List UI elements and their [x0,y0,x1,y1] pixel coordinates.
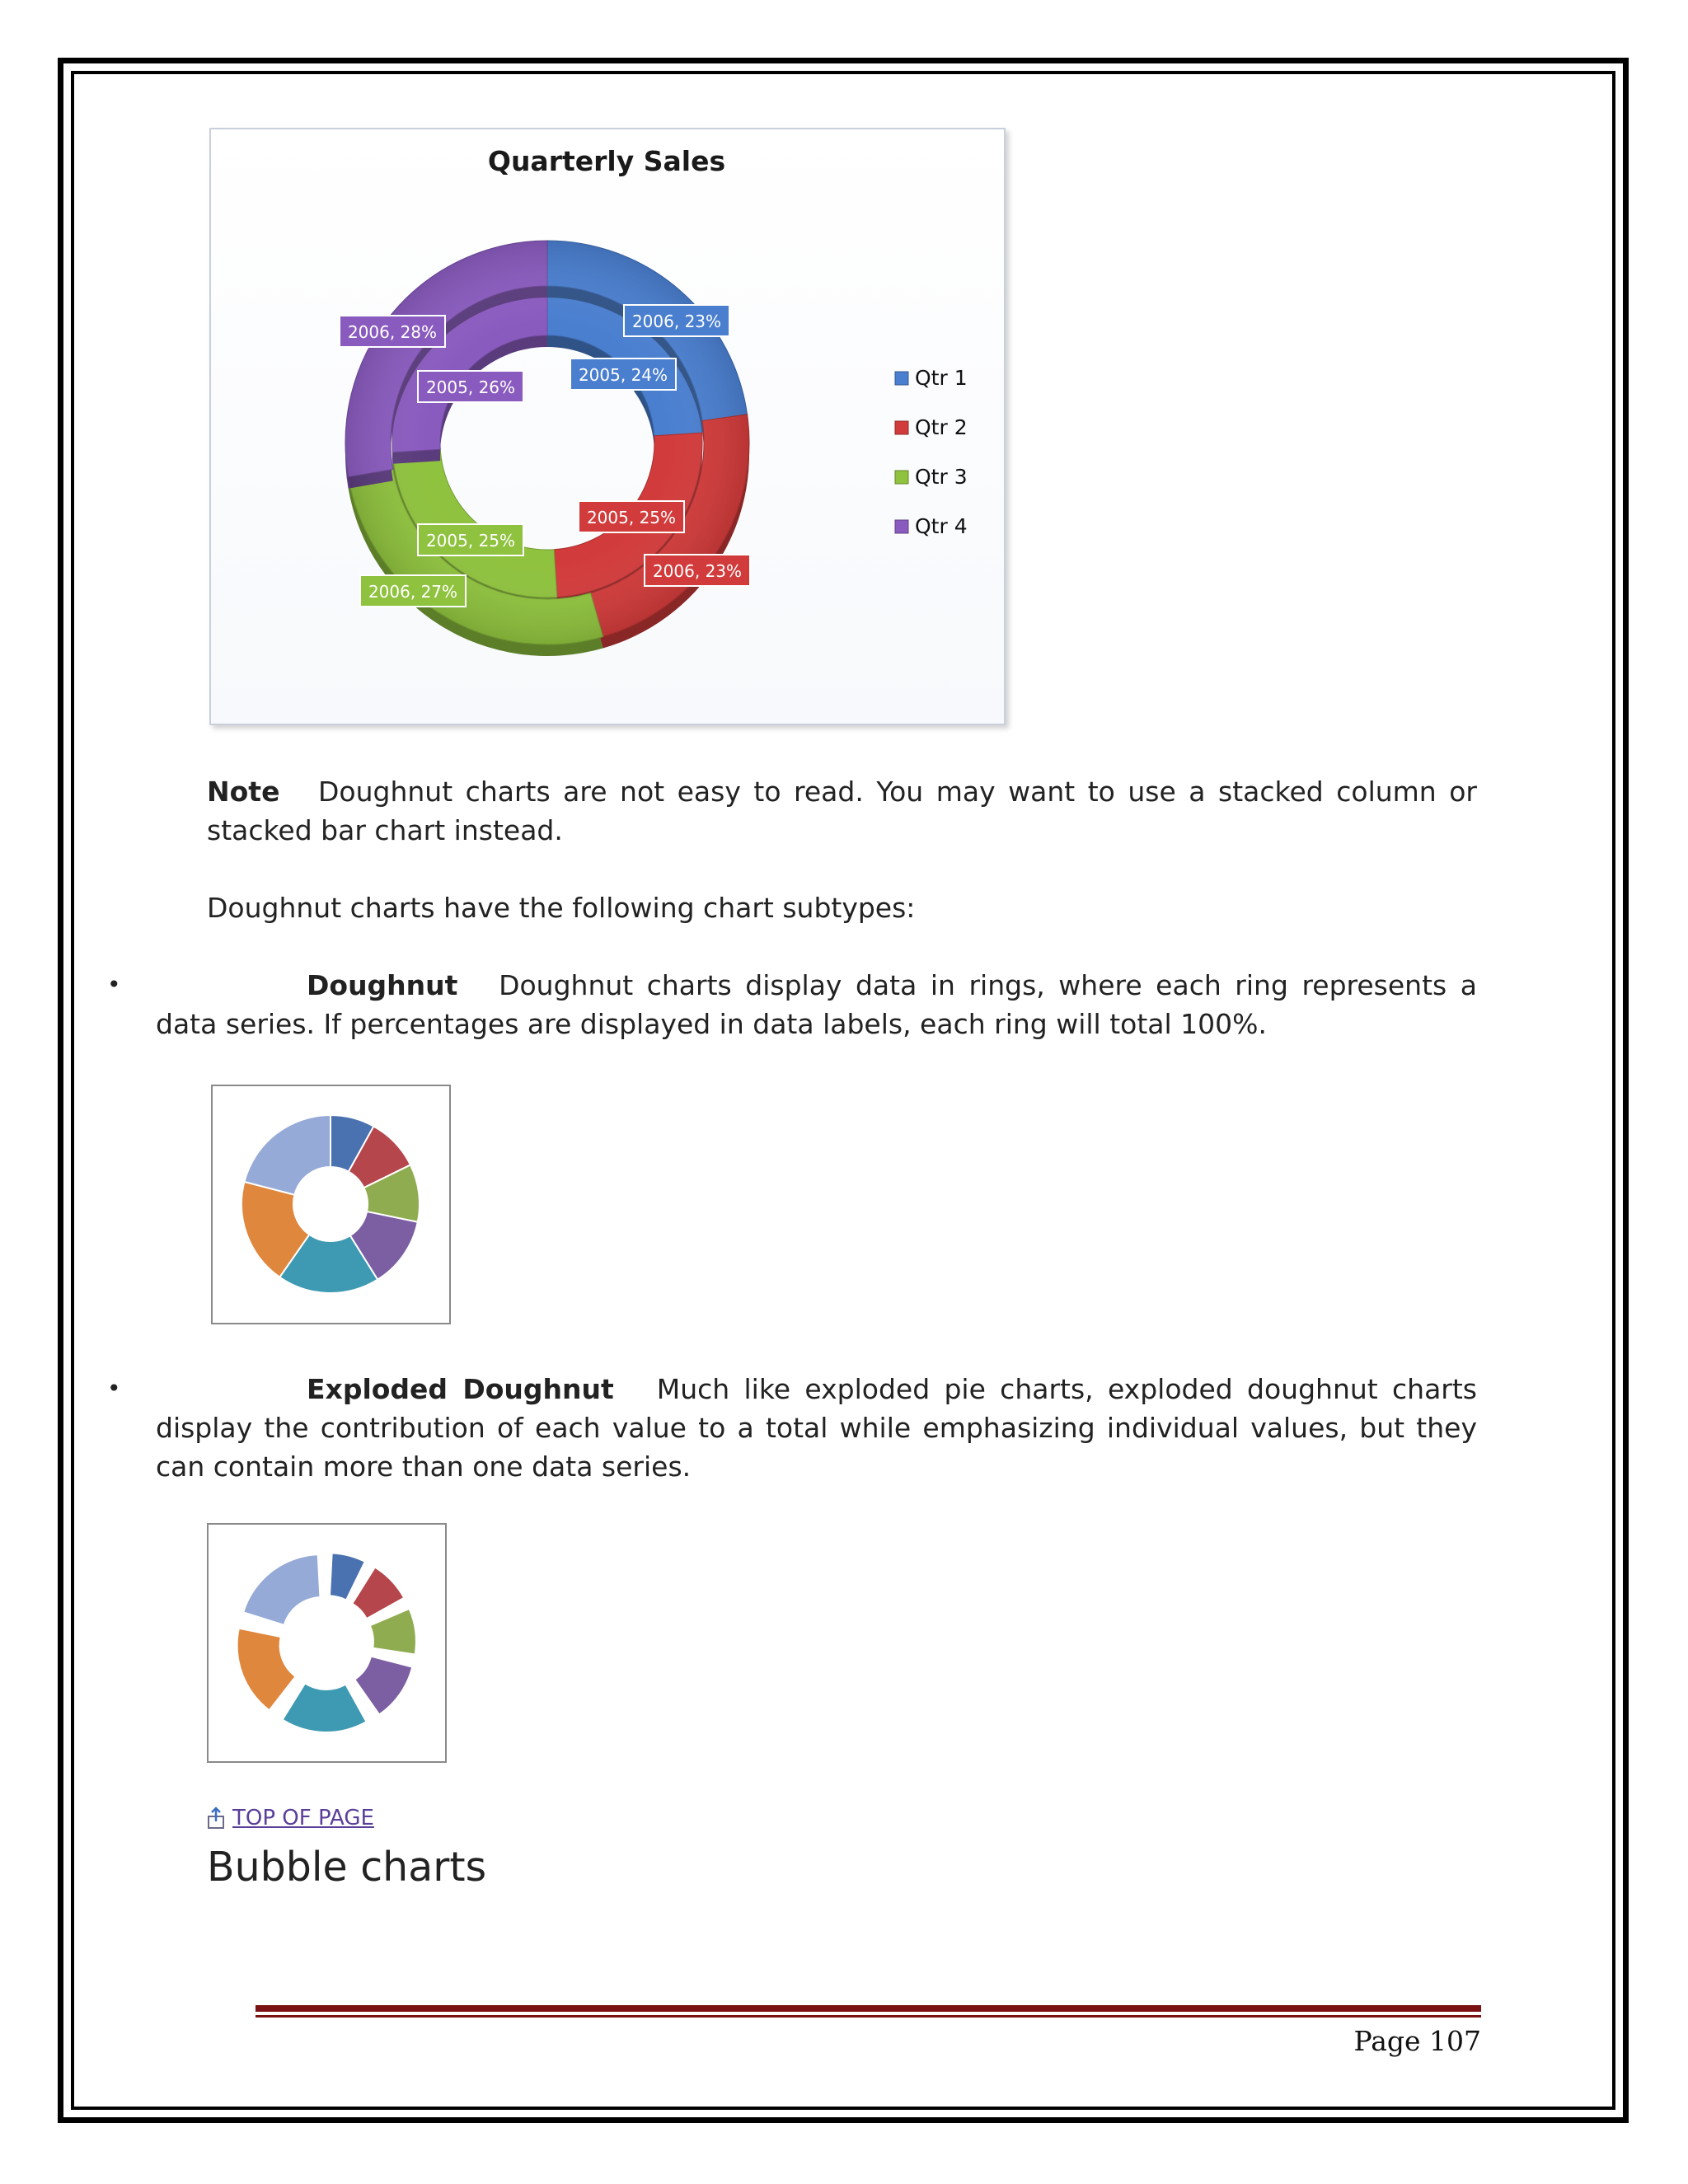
thumb2-segment-5 [238,1629,295,1709]
page-number: Page 107 [1353,2025,1481,2057]
bullet-doughnut: • [107,971,121,998]
subtype-doughnut-paragraph [156,966,1477,1043]
data-label-outer-1 [645,555,750,586]
thumb2-segment-1 [354,1568,403,1618]
footer-rule-thin [256,2015,1481,2018]
footer-rule-thick [256,2005,1481,2012]
subtype-exploded-doughnut-paragraph [156,1370,1477,1486]
svg-text:Qtr 3: Qtr 3 [915,465,968,489]
subtypes-intro: Doughnut charts have the following chart subtypes: [207,892,916,924]
note-paragraph [207,772,1477,850]
legend-item-qtr-3 [895,465,968,489]
thumb2-segment-2 [371,1610,415,1653]
thumb2-segment-0 [331,1554,363,1599]
data-label-inner-3 [418,371,523,402]
data-label-inner-1 [579,501,684,532]
subtype-doughnut-description: Doughnut charts display data in rings, where each ring represents a data series. If percentages are displayed in data labels, each ring will total 100%. [156,969,1477,1040]
thumb2-segment-3 [356,1657,411,1713]
top-of-page-icon [206,1807,226,1830]
quarterly-sales-chart [209,128,1006,725]
doughnut-thumbnail-icon [211,1085,451,1324]
legend-item-qtr-4 [895,514,968,538]
thumb2-segment-4 [284,1685,365,1732]
legend-item-qtr-1 [895,366,968,390]
thumb2-segment-6 [244,1555,319,1624]
legend-item-qtr-2 [895,415,968,439]
svg-text:2005, 24%: 2005, 24% [578,365,668,385]
svg-text:2006, 23%: 2006, 23% [631,312,722,331]
note-text: Doughnut charts are not easy to read. You may want to use a stacked column or stacked bar chart instead. [207,776,1477,846]
thumb1-segment-6 [244,1115,331,1195]
note-label: Note [207,776,280,808]
subtype-exploded-doughnut-name: Exploded Doughnut [307,1373,614,1405]
top-of-page-link[interactable] [206,1806,374,1830]
quarterly-sales-svg [211,129,1004,724]
svg-text:2005, 26%: 2005, 26% [425,377,516,397]
svg-text:2005, 25%: 2005, 25% [586,508,677,527]
svg-text:Qtr 4: Qtr 4 [915,514,968,538]
section-heading: Bubble charts [207,1844,487,1891]
data-label-outer-2 [360,575,466,607]
svg-text:2006, 28%: 2006, 28% [347,322,438,342]
data-label-outer-0 [624,305,729,336]
top-of-page-label[interactable]: TOP OF PAGE [232,1806,374,1830]
exploded-doughnut-thumbnail-icon [207,1523,447,1763]
svg-text:Qtr 2: Qtr 2 [915,415,968,439]
svg-text:2006, 23%: 2006, 23% [652,561,743,581]
data-label-inner-2 [418,524,523,555]
data-label-inner-0 [570,359,676,390]
data-label-outer-3 [340,316,445,347]
bullet-exploded-doughnut: • [107,1375,121,1402]
subtype-doughnut-name: Doughnut [307,969,458,1001]
svg-text:2006, 27%: 2006, 27% [368,582,458,602]
subtype-exploded-doughnut-description: Much like exploded pie charts, exploded doughnut charts display the contribution of each value to a total while emphasizing individual values, but they can contain more than one data series. [156,1373,1477,1483]
svg-text:2005, 25%: 2005, 25% [425,531,516,551]
svg-text:Qtr 1: Qtr 1 [915,366,968,390]
chart-title: Quarterly Sales [487,145,726,177]
